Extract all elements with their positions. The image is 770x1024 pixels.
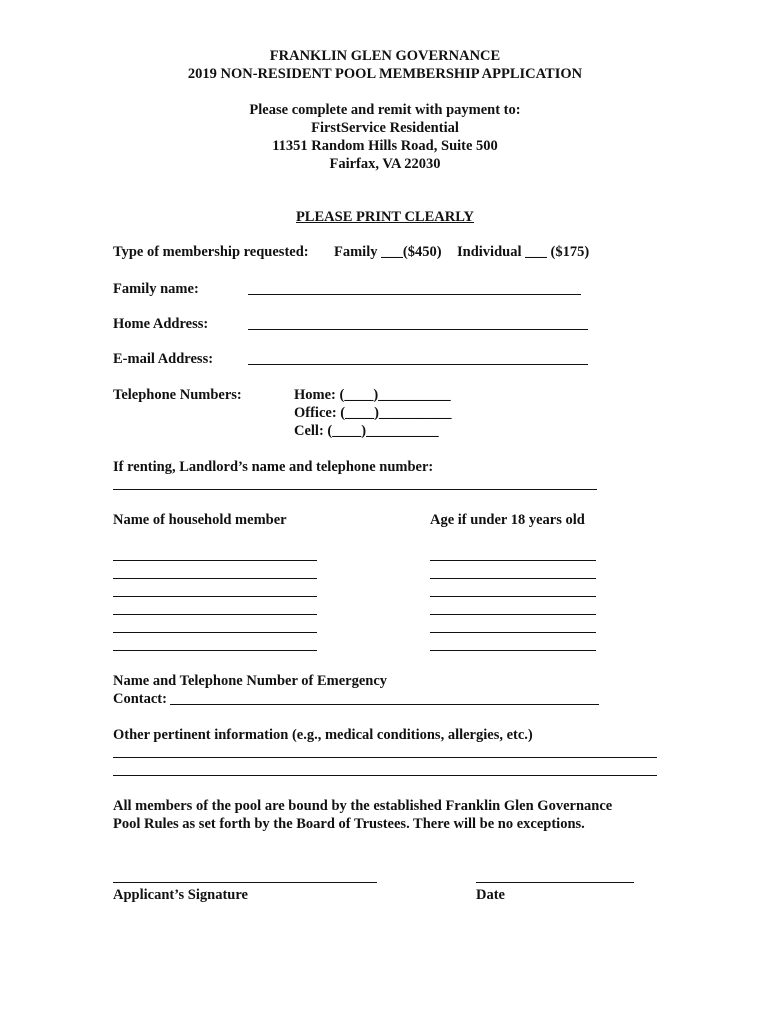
city-state-zip: Fairfax, VA 22030: [329, 156, 441, 172]
telephone-label: Telephone Numbers:: [113, 387, 242, 403]
membership-type-label: Type of membership requested:: [113, 244, 309, 260]
family-name-field[interactable]: [248, 294, 581, 295]
landlord-field[interactable]: [113, 489, 597, 490]
household-age-field[interactable]: [430, 560, 596, 561]
form-title: 2019 NON-RESIDENT POOL MEMBERSHIP APPLICATION: [187, 66, 583, 82]
household-age-field[interactable]: [430, 614, 596, 615]
emergency-contact-label: Name and Telephone Number of Emergency: [113, 673, 388, 689]
email-field[interactable]: [248, 364, 588, 365]
membership-family-option[interactable]: Family ___($450): [334, 244, 442, 260]
home-address-field[interactable]: [248, 329, 588, 330]
phone-cell-field[interactable]: Cell: (____)__________: [294, 423, 439, 439]
phone-home-field[interactable]: Home: (____)__________: [294, 387, 451, 403]
household-name-field[interactable]: [113, 614, 317, 615]
street-address: 11351 Random Hills Road, Suite 500: [272, 138, 498, 154]
household-name-header: Name of household member: [113, 512, 287, 528]
remit-intro: Please complete and remit with payment to:: [249, 102, 521, 118]
household-name-field[interactable]: [113, 560, 317, 561]
email-label: E-mail Address:: [113, 351, 214, 367]
phone-office-field[interactable]: Office: (____)__________: [294, 405, 452, 421]
applicant-signature-label: Applicant’s Signature: [113, 887, 248, 903]
date-field[interactable]: [476, 882, 634, 883]
pool-rules-text-2: Pool Rules as set forth by the Board of Trustees. There will be no exceptions.: [113, 816, 585, 832]
print-clearly-notice: PLEASE PRINT CLEARLY: [295, 209, 475, 225]
org-name: FRANKLIN GLEN GOVERNANCE: [269, 48, 501, 64]
landlord-label: If renting, Landlord’s name and telephone number:: [113, 459, 434, 475]
emergency-contact-field[interactable]: [170, 704, 599, 705]
household-age-field[interactable]: [430, 632, 596, 633]
membership-individual-option[interactable]: Individual ___ ($175): [457, 244, 590, 260]
household-name-field[interactable]: [113, 578, 317, 579]
other-info-field-2[interactable]: [113, 775, 657, 776]
company-name: FirstService Residential: [311, 120, 459, 136]
household-age-field[interactable]: [430, 578, 596, 579]
family-name-label: Family name:: [113, 281, 199, 297]
emergency-contact-label-2: Contact:: [113, 691, 167, 707]
other-info-field[interactable]: [113, 757, 657, 758]
applicant-signature-field[interactable]: [113, 882, 377, 883]
household-age-header: Age if under 18 years old: [430, 512, 585, 528]
household-age-field[interactable]: [430, 596, 596, 597]
date-label: Date: [476, 887, 505, 903]
household-name-field[interactable]: [113, 596, 317, 597]
home-address-label: Home Address:: [113, 316, 209, 332]
other-info-label: Other pertinent information (e.g., medical conditions, allergies, etc.): [113, 727, 533, 743]
household-name-field[interactable]: [113, 632, 317, 633]
household-age-field[interactable]: [430, 650, 596, 651]
household-name-field[interactable]: [113, 650, 317, 651]
pool-rules-text: All members of the pool are bound by the established Franklin Glen Governance: [113, 798, 613, 814]
